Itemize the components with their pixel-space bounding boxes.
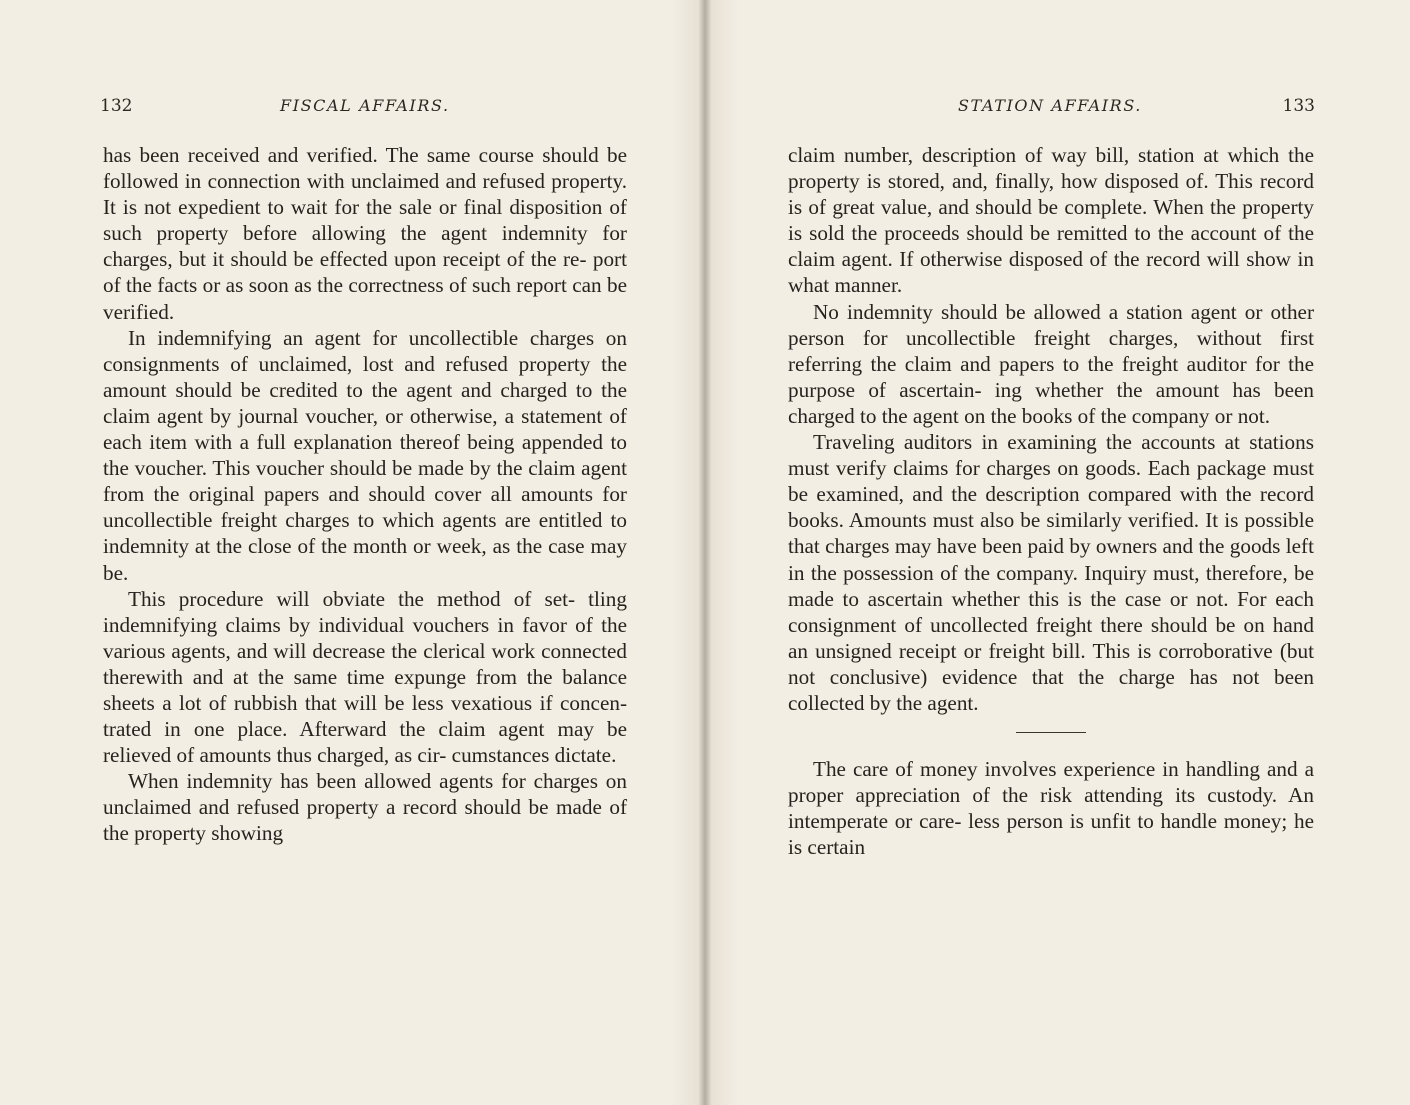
section-divider — [1016, 732, 1086, 733]
right-running-head — [790, 96, 1315, 126]
right-body-text — [788, 142, 1314, 860]
paragraph: has been received and verified. The same course should be followed in connection with unclaimed and refused property. It is not expedient to wait for the sale or final disposition of such property before allowing the agent indemnity for charges, but it should be effected upon receipt of the re- port of the facts or as soon as the correctness of such report can be verified. — [103, 143, 627, 324]
left-page-number: 132 — [100, 96, 133, 116]
paragraph: In indemnifying an agent for uncollectible charges on consignments of unclaimed, lost and refused property the amount should be credited to the agent and charged to the claim agent by journal voucher, or otherwise, a statement of each item with a full explanation thereof being appended to the voucher. This voucher should be made by the claim agent from the original papers and should cover all amounts for uncollectible freight charges to which agents are entitled to indemnity at the close of the month or week, as the case may be. — [103, 325, 627, 585]
paragraph: The care of money involves experience in handling and a proper appreciation of the risk attending its custody. An intemperate or care- less person is unfit to handle money; he is certain — [788, 757, 1314, 860]
right-page-number: 133 — [1282, 96, 1315, 116]
left-running-head — [100, 96, 630, 126]
right-running-head-title: STATION AFFAIRS. — [958, 96, 1142, 115]
paragraph: No indemnity should be allowed a station agent or other person for uncollectible freight charges, without first referring the claim and papers to the freight auditor for the purpose of ascertain- ing whether the amount has been charged to the agent on the books of the company or not. — [788, 299, 1314, 428]
paragraph: Traveling auditors in examining the accounts at stations must verify claims for charges on goods. Each package must be examined, and the description compared with the record books. Amounts must also be similarly verified. It is possible that charges may have been paid by owners and the goods left in the possession of the company. Inquiry must, therefore, be made to ascertain whether this is the case or not. For each consignment of uncollected freight there should be on hand an unsigned receipt or freight bill. This is corroborative (but not conclusive) evidence that the charge has not been collected by the agent. — [788, 430, 1314, 715]
left-body-text — [103, 142, 627, 847]
paragraph: This procedure will obviate the method of set- tling indemnifying claims by individual vouchers in favor of the various agents, and will decrease the clerical work connected therewith and at the same time expunge from the balance sheets a lot of rubbish that will be less vexatious if concen- trated in one place. Afterward the claim agent may be relieved of amounts thus charged, as cir- cumstances dictate. — [103, 586, 627, 768]
paragraph: When indemnity has been allowed agents for charges on unclaimed and refused property a record should be made of the property showing — [103, 769, 627, 846]
left-running-head-title: FISCAL AFFAIRS. — [280, 96, 450, 115]
right-page — [705, 0, 1410, 1105]
paragraph: claim number, description of way bill, station at which the property is stored, and, finally, how disposed of. This record is of great value, and should be complete. When the property is sold the proceeds should be remitted to the account of the claim agent. If otherwise disposed of the record will show in what manner. — [788, 143, 1314, 298]
